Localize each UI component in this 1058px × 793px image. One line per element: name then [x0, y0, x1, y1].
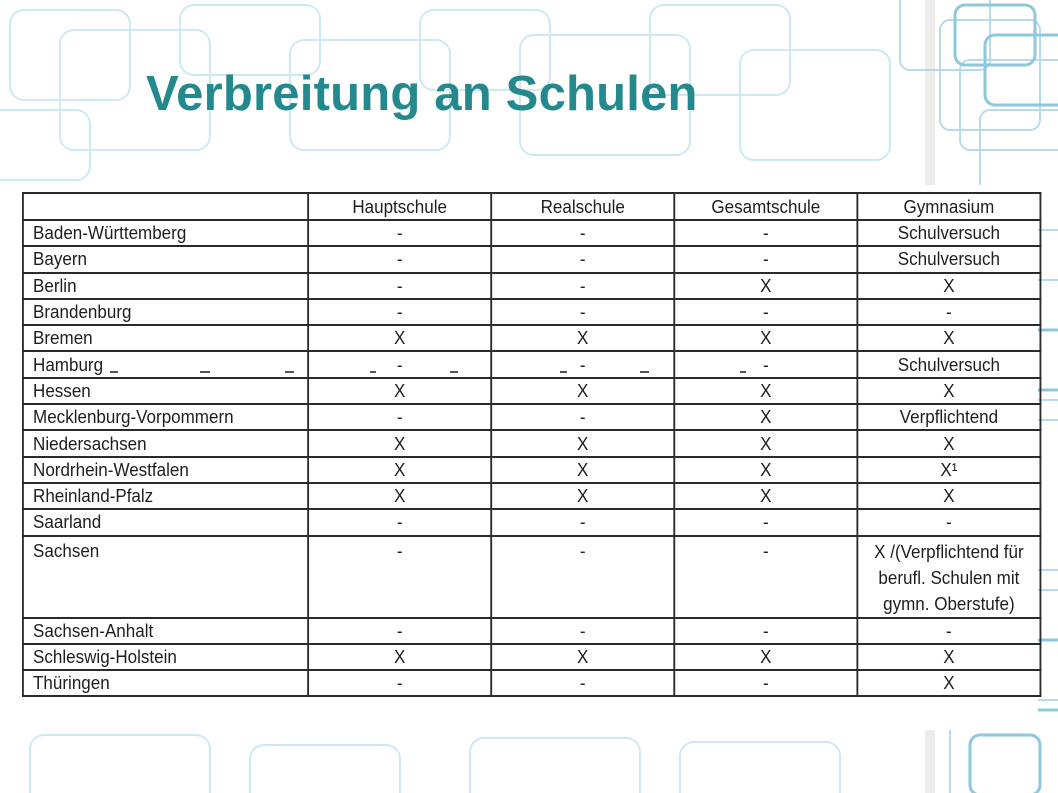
- slide-title: Verbreitung an Schulen: [146, 67, 698, 121]
- table-container: [18, 185, 1038, 730]
- value-cell: -: [674, 351, 857, 377]
- value-cell: X: [857, 644, 1040, 670]
- value-cell: -: [674, 536, 857, 618]
- table-row: [23, 246, 1041, 272]
- state-cell: Bayern: [23, 246, 308, 272]
- state-cell: Schleswig-Holstein: [23, 644, 308, 670]
- state-cell: Baden-Württemberg: [23, 220, 308, 246]
- value-cell: X /(Verpflichtend für berufl. Schulen mit gymn. Oberstufe): [857, 536, 1040, 618]
- state-cell: Bremen: [23, 325, 308, 351]
- state-cell: Brandenburg: [23, 299, 308, 325]
- table-row: [23, 509, 1041, 535]
- header-realschule: Realschule: [491, 193, 674, 220]
- table-header-row: [23, 193, 1041, 220]
- value-cell: Schulversuch: [857, 351, 1040, 377]
- header-gesamtschule: Gesamtschule: [674, 193, 857, 220]
- value-cell: X: [674, 457, 857, 483]
- value-cell: X: [674, 404, 857, 430]
- value-cell: -: [857, 509, 1040, 535]
- value-cell: X: [491, 457, 674, 483]
- table-row: [23, 536, 1041, 618]
- state-cell: Saarland: [23, 509, 308, 535]
- value-cell: -: [308, 246, 491, 272]
- value-cell: X: [308, 483, 491, 509]
- value-cell: X: [674, 644, 857, 670]
- value-cell: X: [857, 483, 1040, 509]
- value-cell: -: [674, 299, 857, 325]
- table-row: [23, 378, 1041, 404]
- value-cell: -: [491, 509, 674, 535]
- value-cell: X: [674, 483, 857, 509]
- value-cell: -: [308, 351, 491, 377]
- table-row: [23, 273, 1041, 299]
- value-cell: X: [857, 273, 1040, 299]
- state-cell: Hamburg: [23, 351, 308, 377]
- value-cell: -: [491, 618, 674, 644]
- value-cell: -: [674, 246, 857, 272]
- value-cell: X: [674, 325, 857, 351]
- state-cell: Rheinland-Pfalz: [23, 483, 308, 509]
- value-cell: -: [308, 536, 491, 618]
- value-cell: X: [308, 644, 491, 670]
- value-cell: -: [857, 299, 1040, 325]
- value-cell: X: [491, 378, 674, 404]
- value-cell: -: [491, 351, 674, 377]
- state-cell: Hessen: [23, 378, 308, 404]
- table-row: [23, 430, 1041, 456]
- state-cell: Sachsen: [23, 536, 308, 618]
- value-cell: X: [491, 644, 674, 670]
- value-cell: X: [491, 483, 674, 509]
- table-row: [23, 325, 1041, 351]
- header-state: [23, 193, 308, 220]
- value-cell: -: [491, 220, 674, 246]
- table-row: [23, 220, 1041, 246]
- value-cell: -: [674, 509, 857, 535]
- table-row: [23, 618, 1041, 644]
- value-cell: -: [491, 246, 674, 272]
- state-cell: Nordrhein-Westfalen: [23, 457, 308, 483]
- state-cell: Thüringen: [23, 670, 308, 696]
- table-row: [23, 644, 1041, 670]
- value-cell: -: [674, 618, 857, 644]
- value-cell: Schulversuch: [857, 246, 1040, 272]
- value-cell: -: [674, 670, 857, 696]
- value-cell: -: [308, 273, 491, 299]
- table-row: [23, 457, 1041, 483]
- value-cell: -: [491, 273, 674, 299]
- value-cell: -: [308, 509, 491, 535]
- value-cell: -: [857, 618, 1040, 644]
- school-distribution-table: [22, 192, 1041, 697]
- value-cell: -: [491, 536, 674, 618]
- value-cell: X: [674, 378, 857, 404]
- state-cell: Berlin: [23, 273, 308, 299]
- value-cell: Schulversuch: [857, 220, 1040, 246]
- state-cell: Mecklenburg-Vorpommern: [23, 404, 308, 430]
- table-row: [23, 299, 1041, 325]
- value-cell: X: [491, 430, 674, 456]
- value-cell: -: [491, 670, 674, 696]
- state-cell: Niedersachsen: [23, 430, 308, 456]
- value-cell: X: [674, 273, 857, 299]
- value-cell: X: [308, 430, 491, 456]
- scan-artifact: [40, 370, 1054, 374]
- value-cell: -: [308, 404, 491, 430]
- value-cell: X: [857, 378, 1040, 404]
- value-cell: -: [308, 670, 491, 696]
- value-cell: Verpflichtend: [857, 404, 1040, 430]
- value-cell: -: [674, 220, 857, 246]
- state-cell: Sachsen-Anhalt: [23, 618, 308, 644]
- value-cell: X¹: [857, 457, 1040, 483]
- value-cell: X: [308, 325, 491, 351]
- value-cell: X: [857, 430, 1040, 456]
- value-cell: -: [491, 299, 674, 325]
- header-gymnasium: Gymnasium: [857, 193, 1040, 220]
- table-row: [23, 483, 1041, 509]
- value-cell: X: [308, 378, 491, 404]
- value-cell: -: [308, 299, 491, 325]
- value-cell: X: [857, 325, 1040, 351]
- value-cell: -: [308, 220, 491, 246]
- value-cell: -: [491, 404, 674, 430]
- value-cell: X: [857, 670, 1040, 696]
- value-cell: X: [674, 430, 857, 456]
- table-row: [23, 670, 1041, 696]
- table-row: [23, 404, 1041, 430]
- value-cell: X: [308, 457, 491, 483]
- header-hauptschule: Hauptschule: [308, 193, 491, 220]
- value-cell: X: [491, 325, 674, 351]
- value-cell: -: [308, 618, 491, 644]
